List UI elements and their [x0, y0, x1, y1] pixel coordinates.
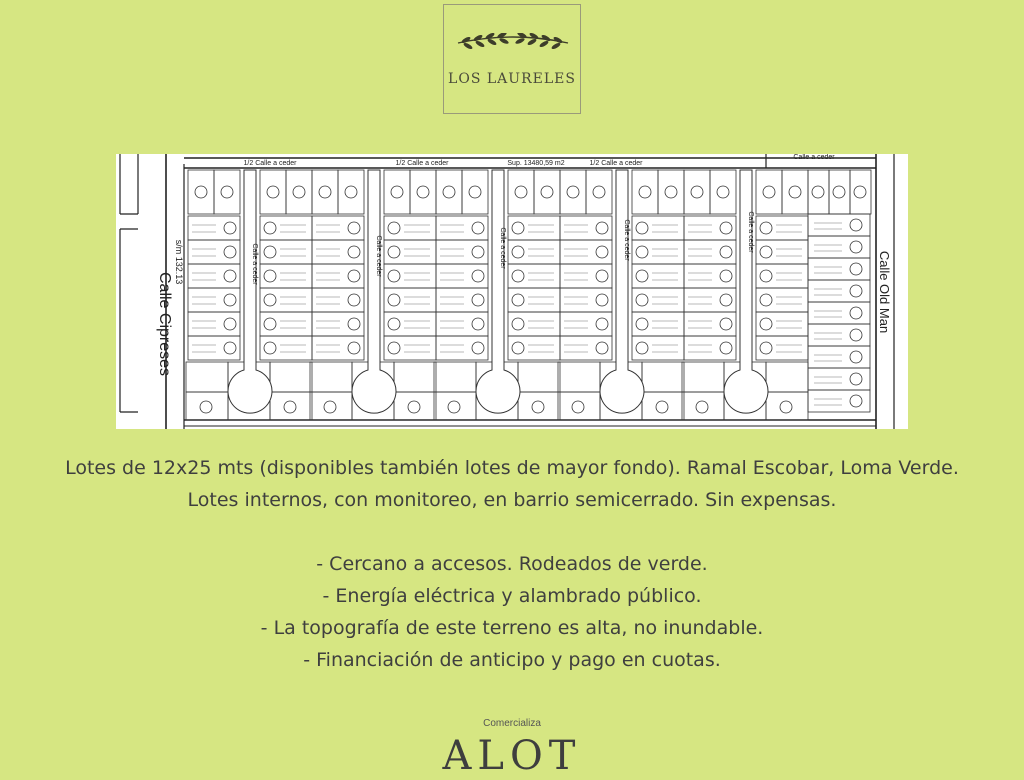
- top-label-4: Calle a ceder: [793, 154, 835, 161]
- internal-street-label: Calle a ceder: [623, 219, 630, 261]
- street-left-label: Calle Cipreses: [156, 271, 173, 377]
- site-plan-drawing: [116, 154, 908, 429]
- internal-street-label: Calle a ceder: [251, 243, 258, 285]
- comercializa-label: Comercializa: [483, 718, 541, 729]
- laurel-branch-icon: [456, 33, 570, 53]
- description-line-1: Lotes de 12x25 mts (disponibles también lotes de mayor fondo). Ramal Escobar, Loma Verde.: [65, 457, 959, 479]
- top-label-1: 1/2 Calle a ceder: [243, 160, 297, 167]
- bullet-2: - Energía eléctrica y alambrado público.: [322, 585, 702, 607]
- internal-street-label: Calle a ceder: [375, 235, 382, 277]
- logo-name: LOS LAURELES: [448, 71, 576, 87]
- bullet-1: - Cercano a accesos. Rodeados de verde.: [316, 553, 708, 575]
- top-label-3: 1/2 Calle a ceder: [589, 160, 643, 167]
- bullet-4: - Financiación de anticipo y pago en cuotas.: [303, 649, 721, 671]
- top-area-label: Sup. 13480,59 m2: [507, 160, 565, 167]
- street-right-label: Calle Old Man: [877, 250, 892, 334]
- brand-logo: ALOT: [442, 733, 582, 779]
- top-label-2: 1/2 Calle a ceder: [395, 160, 449, 167]
- logo-box: [443, 4, 581, 114]
- description-line-2: Lotes internos, con monitoreo, en barrio semicerrado. Sin expensas.: [187, 489, 837, 511]
- bullet-3: - La topografía de este terreno es alta, no inundable.: [260, 617, 764, 639]
- internal-street-label: Calle a ceder: [499, 227, 506, 269]
- left-dimension-label: s/m 132.13: [174, 239, 184, 285]
- site-plan: [116, 154, 908, 429]
- internal-street-label: Calle a ceder: [747, 211, 754, 253]
